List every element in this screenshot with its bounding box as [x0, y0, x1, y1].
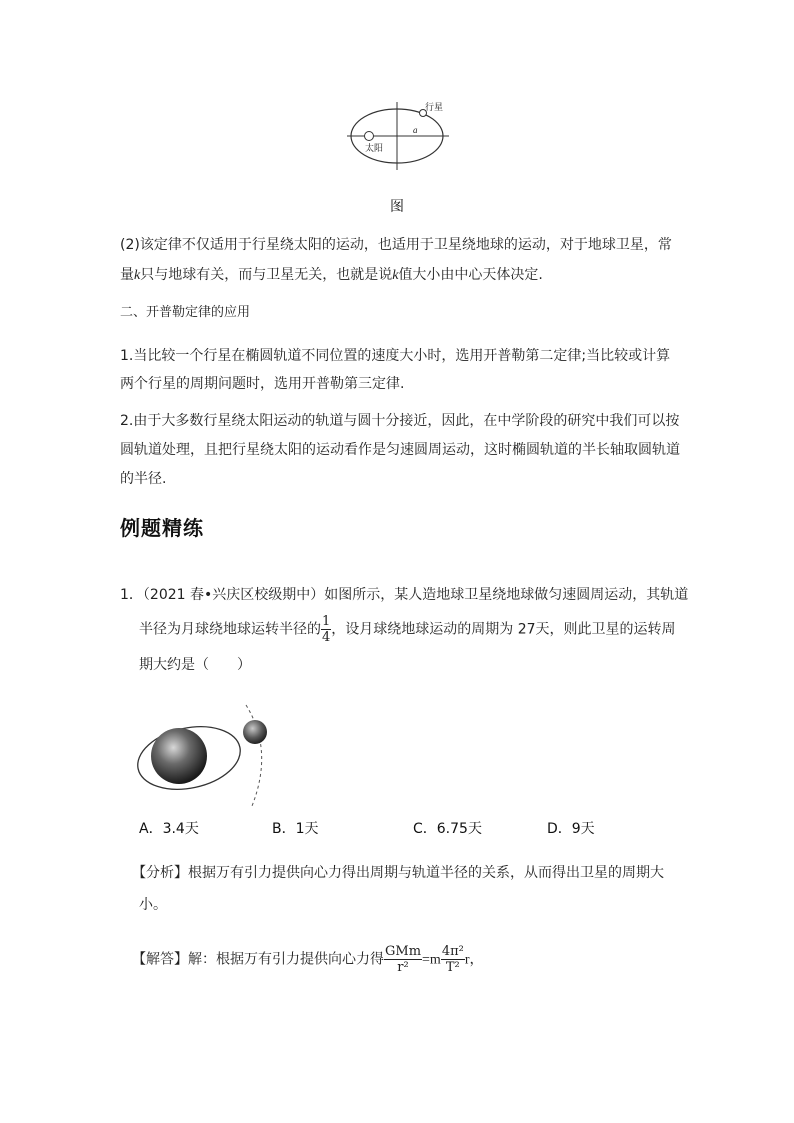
solution-line: 【解答】解：根据万有引力提供向心力得 $\frac{\text{GMm}}{\text{r²}}$ =m $\frac{\text{4π²}}{\text{T²}}$ r，	[132, 944, 484, 975]
item2-line3: 的半径.	[120, 471, 167, 487]
item1-line1: 1.当比较一个行星在椭圆轨道不同位置的速度大小时，选用开普勒第二定律;当比较或计算	[120, 348, 671, 364]
sun-label: 太阳	[365, 144, 384, 154]
fraction-gmm-r2: $\frac{\text{GMm}}{\text{r²}}$	[385, 944, 422, 975]
section-2-title: 二、开普勒定律的应用	[120, 305, 251, 320]
item2-line2: 圆轨道处理，且把行星绕太阳的运动看作是匀速圆周运动，这时椭圆轨道的半长轴取圆轨道	[120, 442, 680, 458]
item2-line1: 2.由于大多数行星绕太阳运动的轨道与圆十分接近，因此，在中学阶段的研究中我们可以按	[120, 413, 680, 429]
analysis-line2: 小。	[139, 897, 167, 913]
option-a[interactable]: A．3.4天	[139, 821, 199, 837]
question-1-line2: 半径为月球绕地球运转半径的 $\frac{1}{4}$ ，设月球绕地球运动的周期为 27天，则此卫星的运转周	[139, 614, 676, 645]
option-c[interactable]: C．6.75天	[413, 821, 482, 837]
kepler-orbit-figure	[345, 96, 455, 176]
paragraph-k-line1: (2)该定律不仅适用于行星绕太阳的运动，也适用于卫星绕地球的运动，对于地球卫星，常	[120, 237, 672, 253]
option-d[interactable]: D．9天	[547, 821, 595, 837]
earth-icon	[151, 728, 207, 784]
examples-heading: 例题精练	[120, 516, 204, 540]
earth-satellite-figure	[134, 700, 304, 810]
analysis-line1: 【分析】根据万有引力提供向心力得出周期与轨道半径的关系，从而得出卫星的周期大	[132, 865, 664, 881]
planet-label: 行星	[425, 103, 444, 113]
axis-a-label: a	[413, 125, 418, 135]
paragraph-k-line2: 量k只与地球有关，而与卫星无关，也就是说k值大小由中心天体决定.	[120, 267, 543, 283]
item1-line2: 两个行星的周期问题时，选用开普勒第三定律.	[120, 376, 405, 392]
question-1-line1: 1．（2021 春•兴庆区校级期中）如图所示，某人造地球卫星绕地球做匀速圆周运动，其轨道	[120, 587, 689, 603]
option-b[interactable]: B．1天	[272, 821, 319, 837]
sun-icon	[365, 132, 374, 141]
fraction-4pi2-t2: $\frac{\text{4π²}}{\text{T²}}$	[441, 944, 464, 975]
fraction-one-quarter: $\frac{1}{4}$	[322, 614, 331, 645]
question-1-line3: 期大约是（ ）	[139, 657, 251, 673]
figure-caption: 图	[390, 199, 404, 215]
moon-icon	[243, 720, 267, 744]
